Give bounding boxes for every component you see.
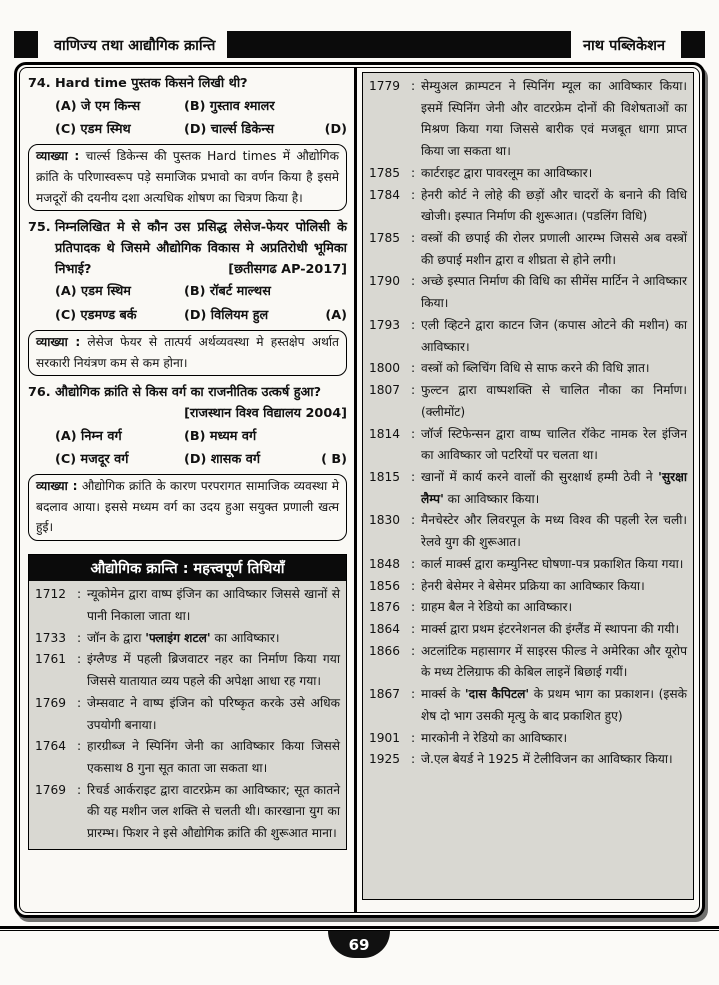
dates-title: औद्योगिक क्रान्ति : महत्त्वपूर्ण तिथियाँ: [29, 555, 346, 581]
timeline-year: 1769: [35, 782, 67, 797]
timeline-text-pre: जॉन के द्वारा: [87, 630, 146, 645]
timeline-text: [421, 228, 687, 271]
timeline-entry: [369, 76, 687, 163]
question-text-body: निम्नलिखित मे से कौन उस प्रसिद्ध लेसेज-फेयर पोलिसी के प्रतिपादक थे जिसमे औद्योगिक विकास मे अप्रतिरोधी भूमिका निभाई?: [55, 220, 347, 277]
option-a: (A) एडम स्थिम: [55, 284, 131, 300]
timeline-year: 1764: [35, 739, 67, 754]
timeline-entry: [369, 749, 687, 771]
timeline-text: [421, 424, 687, 467]
question-text: Hard time पुस्तक किसने लिखी थी?: [55, 76, 248, 91]
question-text-body: औद्योगिक क्रांति से किस वर्ग का राजनीतिक उत्कर्ष हुआ?: [55, 385, 321, 401]
timeline-colon: :: [410, 426, 416, 441]
timeline-colon: :: [76, 739, 82, 754]
timeline-text-bold: 'दास कैपिटल': [464, 687, 530, 702]
timeline-colon: :: [76, 630, 82, 645]
options-grid: [28, 95, 347, 142]
timeline-text: [421, 597, 687, 619]
question-line: [28, 383, 347, 424]
timeline-text: [421, 315, 687, 358]
explanation-text: औद्योगिक क्रांति के कारण परपरागत सामाजिक व्यवस्था मे बदलाव आया। इससे मध्यम वर्ग का उदय हुआ सयुक्त प्रणाली खत्म हुई।: [36, 479, 340, 535]
timeline-text: [87, 693, 340, 736]
timeline-text-pre: सेम्युअल क्राम्पटन ने स्पिनिंग म्यूल का आविष्कार किया। इसमें स्पिनिंग जेनी और वाटरफ्रेम दोनों की विशेषताओं का मिश्रण किया गया जिससे बारीक एवं मजबूत धागा प्राप्त किया जा सकता था।: [421, 79, 687, 159]
timeline-colon: :: [410, 643, 416, 658]
question-number: 75.: [28, 220, 51, 236]
options-grid: [28, 425, 347, 472]
timeline-colon: :: [410, 79, 416, 93]
option-a: (A) निम्न वर्ग: [55, 428, 122, 444]
timeline-year: 1867: [369, 687, 401, 702]
timeline-text-pre: मार्क्स द्वारा प्रथम इंटरनेशनल की इंग्लैंड में स्थापना की गयी।: [421, 621, 680, 636]
option-d: (D) विलियम हुल: [184, 308, 269, 324]
timeline-colon: :: [410, 187, 416, 202]
option-a: (A) जे एम किन्स: [55, 98, 141, 114]
timeline-text-pre: जेम्सवाट ने वाष्प इंजिन को परिष्कृत करके उसे अधिक उपयोगी बनाया।: [87, 695, 340, 732]
timeline-colon: :: [410, 165, 416, 180]
timeline-year: 1785: [369, 165, 401, 180]
explanation-label: व्याख्या :: [36, 334, 81, 349]
timeline-text-pre: अटलांटिक महासागर में साइरस फील्ड ने अमेरिका और यूरोप के मध्य टेलिग्राफ की केबिल लाइनें बिछाई गयीं।: [421, 643, 687, 680]
option-b: (B) गुस्ताव श्मालर: [184, 98, 275, 114]
timeline-year: 1830: [369, 513, 401, 528]
timeline-text: [421, 576, 687, 598]
timeline-entry: [35, 584, 340, 627]
timeline-year: 1790: [369, 274, 401, 289]
question-74: [28, 74, 347, 211]
timeline-text-pre: हारग्रीब्ज ने स्पिनिंग जेनी का आविष्कार किया जिससे एकसाथ 8 गुना सूत काता जा सकता था।: [87, 739, 340, 775]
timeline-year: 1784: [369, 187, 401, 202]
timeline-year: 1807: [369, 383, 401, 398]
dates-body: [29, 581, 346, 849]
question-text: [55, 383, 347, 424]
timeline-text: [87, 628, 340, 650]
timeline-entry: [369, 554, 687, 576]
timeline-text-bold: 'सुरक्षा लैम्प': [421, 469, 687, 506]
timeline-text: [421, 510, 687, 553]
timeline-text-pre: वस्त्रों को ब्लिचिंग विधि से साफ करने की विधि ज्ञात।: [421, 361, 650, 376]
timeline-text-pre: हेनरी कोर्ट ने लोहे की छड़ों और चादरों के बनाने की विधि खोजी। इस्पात निर्माण की शुरूआत। (पडलिंग विधि): [421, 187, 687, 224]
timeline-text: [87, 584, 340, 627]
timeline-text-pre: कार्ल मार्क्स द्वारा कम्युनिस्ट घोषणा-पत्र प्रकाशित किया गया।: [421, 556, 684, 571]
timeline-year: 1761: [35, 652, 67, 667]
timeline-text: [421, 619, 687, 641]
timeline-entry: [369, 510, 687, 553]
timeline-text: [421, 554, 687, 576]
explanation-text: लेसेज फेयर से तात्पर्य अर्थव्यवस्था मे हस्तक्षेप अर्थात सरकारी नियंत्रण कम से कम होना।: [36, 334, 339, 370]
timeline-year: 1848: [369, 556, 401, 571]
timeline-colon: :: [410, 687, 416, 702]
timeline-entry: [369, 228, 687, 271]
timeline-colon: :: [410, 317, 416, 332]
timeline-colon: :: [410, 752, 416, 767]
explanation-text: चार्ल्स डिकेन्स की पुस्तक Hard times में औद्योगिक क्रांति के परिणास्वरूप पड़े समाजिक प्रभावो का वर्णन किया है इसमे मजदूरों की दयनीय दशा अत्यधिक शोषण का चित्रण किया है।: [36, 149, 339, 205]
important-dates-box: [28, 554, 347, 850]
timeline-colon: :: [76, 695, 82, 710]
timeline-text-pre: वस्त्रों की छपाई की रोलर प्रणाली आरम्भ जिससे अब वस्त्रों की छपाई मशीन द्वारा व शीघ्रता से होने लगी।: [421, 231, 687, 267]
timeline-year: 1864: [369, 621, 401, 636]
timeline-entry: [369, 424, 687, 467]
explanation-box: [28, 330, 347, 376]
content-frame: [14, 62, 705, 918]
timeline-text: [421, 380, 687, 423]
question-line: [28, 218, 347, 280]
timeline-text-pre: मारकोनी ने रेडियो का आविष्कार।: [421, 730, 568, 745]
timeline-year: 1769: [35, 695, 67, 710]
timeline-colon: :: [410, 556, 416, 571]
timeline-colon: :: [410, 469, 416, 484]
timeline-text-pre: हेनरी बेसेमर ने बेसेमर प्रक्रिया का आविष्कार किया।: [421, 578, 645, 593]
timeline-text-pre: रिचर्ड आर्कराइट द्वारा वाटरफ्रेम का आविष्कार; सूत कातने की यह मशीन जल शक्ति से चलती थी। कारखाना युग का प्रारम्भ। फिशर ने इसे औद्योगिक क्रांति की शुरूआत माना।: [87, 782, 340, 841]
timeline-text: [421, 76, 687, 163]
timeline-colon: :: [410, 513, 416, 528]
answer-spacer: [313, 425, 347, 449]
timeline-text: [421, 271, 687, 314]
explanation-box: [28, 144, 347, 211]
answer-key: (D): [324, 122, 347, 138]
timeline-year: 1814: [369, 426, 401, 441]
page-header: [14, 31, 705, 58]
timeline-colon: :: [410, 231, 416, 246]
timeline-text-pre: कार्टराइट द्वारा पावरलूम का आविष्कार।: [421, 165, 593, 180]
timeline-year: 1712: [35, 587, 67, 602]
timeline-text-bold: 'फ्लाइंग शटल': [145, 630, 211, 645]
timeline-entry: [35, 736, 340, 779]
answer-spacer: [313, 280, 347, 304]
page-number-badge: 69: [328, 931, 390, 958]
option-c: (C) एडम स्मिथ: [55, 122, 131, 138]
timeline-colon: :: [76, 782, 82, 797]
timeline-year: 1901: [369, 730, 401, 745]
timeline-entry: [35, 780, 340, 845]
timeline-text-pre: जे.एल बेयर्ड ने 1925 में टेलीविजन का आविष्कार किया।: [421, 752, 673, 767]
timeline-text-post: का आविष्कार।: [210, 630, 280, 645]
timeline-entry: [35, 693, 340, 736]
header-block-left: [14, 31, 38, 58]
timeline-text-pre: फुल्टन द्वारा वाष्पशक्ति से चालित नौका का निर्माण। (क्लीमोंट): [421, 383, 687, 419]
timeline-text: [87, 736, 340, 779]
timeline-year: 1876: [369, 600, 401, 615]
timeline-entry: [369, 728, 687, 750]
question-75: [28, 218, 347, 376]
content-inner-frame: [19, 67, 700, 913]
right-column: [357, 68, 699, 912]
timeline-entry: [369, 271, 687, 314]
answer-key: ( B): [321, 452, 347, 468]
timeline-entry: [369, 467, 687, 510]
left-column: [20, 68, 354, 912]
timeline-text-post: का आविष्कार किया।: [443, 491, 540, 506]
timeline-text-pre: इंग्लैण्ड में पहली ब्रिजवाटर नहर का निर्माण किया गया जिससे यातायात व्यय पहले की अपेक्षा आधा रह गया।: [87, 652, 340, 689]
exam-ref: [छतीसगढ AP-2017]: [228, 261, 347, 277]
timeline-year: 1925: [369, 752, 401, 767]
timeline-text-pre: न्यूकोमेन द्वारा वाष्प इंजिन का आविष्कार जिससे खानों से पानी निकाला जाता था।: [87, 587, 340, 623]
timeline-colon: :: [410, 361, 416, 376]
right-timeline-box: [362, 72, 694, 900]
timeline-text: [421, 728, 687, 750]
header-bar: [227, 31, 571, 58]
timeline-colon: :: [410, 730, 416, 745]
timeline-entry: [369, 163, 687, 185]
timeline-year: 1785: [369, 231, 401, 246]
timeline-year: 1815: [369, 469, 401, 484]
option-b: (B) रॉबर्ट माल्थस: [184, 284, 271, 300]
timeline-year: 1779: [369, 79, 401, 93]
timeline-entry: [369, 185, 687, 228]
exam-ref: [राजस्थान विश्व विद्यालय 2004]: [184, 405, 347, 421]
question-number: 76.: [28, 385, 51, 401]
answer-spacer: [313, 95, 347, 119]
timeline-colon: :: [410, 274, 416, 289]
timeline-year: 1856: [369, 578, 401, 593]
timeline-text: [87, 780, 340, 845]
answer-key: (A): [325, 308, 347, 324]
timeline-text-pre: मैनचेस्टेर और लिवरपूल के मध्य विश्व की पहली रेल चली। रेलवे युग की शुरूआत।: [421, 513, 687, 550]
timeline-year: 1793: [369, 317, 401, 332]
explanation-box: [28, 474, 347, 541]
option-d: (D) चार्ल्स डिकेन्स: [184, 122, 275, 138]
chapter-title: वाणिज्य तथा आद्यौगिक क्रान्ति: [42, 31, 227, 58]
timeline-year: 1733: [35, 630, 67, 645]
timeline-entry: [369, 358, 687, 380]
option-c: (C) एडमण्ड बर्क: [55, 308, 137, 324]
timeline-colon: :: [410, 600, 416, 615]
timeline-colon: :: [410, 578, 416, 593]
header-block-right: [681, 31, 705, 58]
option-c: (C) मजदूर वर्ग: [55, 452, 129, 468]
timeline-entry: [369, 380, 687, 423]
timeline-colon: :: [76, 652, 82, 667]
question-76: [28, 383, 347, 541]
options-grid: [28, 280, 347, 327]
question-number: 74.: [28, 76, 51, 91]
timeline-text: [421, 749, 687, 771]
timeline-text: [421, 185, 687, 228]
timeline-colon: :: [410, 621, 416, 636]
timeline-text: [421, 163, 687, 185]
publisher-name: नाथ पब्लिकेशन: [571, 31, 677, 58]
question-text: [55, 218, 347, 280]
timeline-text: [421, 358, 687, 380]
option-b: (B) मध्यम वर्ग: [184, 428, 257, 444]
timeline-text-pre: एली व्हिटने द्वारा काटन जिन (कपास ओटने की मशीन) का आविष्कार।: [421, 317, 687, 354]
timeline-text-pre: ग्राहम बैल ने रेडियो का आविष्कार।: [421, 600, 573, 615]
timeline-text: [87, 649, 340, 692]
timeline-colon: :: [410, 383, 416, 398]
timeline-entry: [369, 641, 687, 684]
timeline-year: 1866: [369, 643, 401, 658]
timeline-text: [421, 684, 687, 727]
timeline-text: [421, 467, 687, 510]
timeline-entry: [35, 628, 340, 650]
timeline-year: 1800: [369, 361, 401, 376]
timeline-text-pre: जॉर्ज स्टिफेन्सन द्वारा वाष्प चालित रॉकेट नामक रेल इंजिन का आविष्कार जो पटरियों पर चलता था।: [421, 426, 687, 463]
timeline-text-post: के प्रथम भाग का प्रकाशन। (इसके शेष दो भाग उसकी मृत्यु के बाद प्रकाशित हुए): [421, 687, 687, 723]
timeline-text: [421, 641, 687, 684]
explanation-label: व्याख्या :: [36, 149, 80, 164]
timeline-entry: [35, 649, 340, 692]
timeline-entry: [369, 684, 687, 727]
timeline-text-pre: अच्छे इस्पात निर्माण की विधि का सीमेंस मार्टिन ने आविष्कार किया।: [421, 274, 687, 311]
timeline-text-pre: खानों में कार्य करने वालों की सुरक्षार्थ हम्मी ठेवी ने: [421, 469, 659, 484]
timeline-entry: [369, 619, 687, 641]
explanation-label: व्याख्या :: [36, 479, 78, 494]
timeline-colon: :: [76, 587, 82, 602]
timeline-entry: [369, 597, 687, 619]
question-line: [28, 74, 347, 95]
timeline-entry: [369, 576, 687, 598]
option-d: (D) शासक वर्ग: [184, 452, 261, 468]
timeline-entry: [369, 315, 687, 358]
timeline-text-pre: मार्क्स के: [421, 687, 465, 702]
